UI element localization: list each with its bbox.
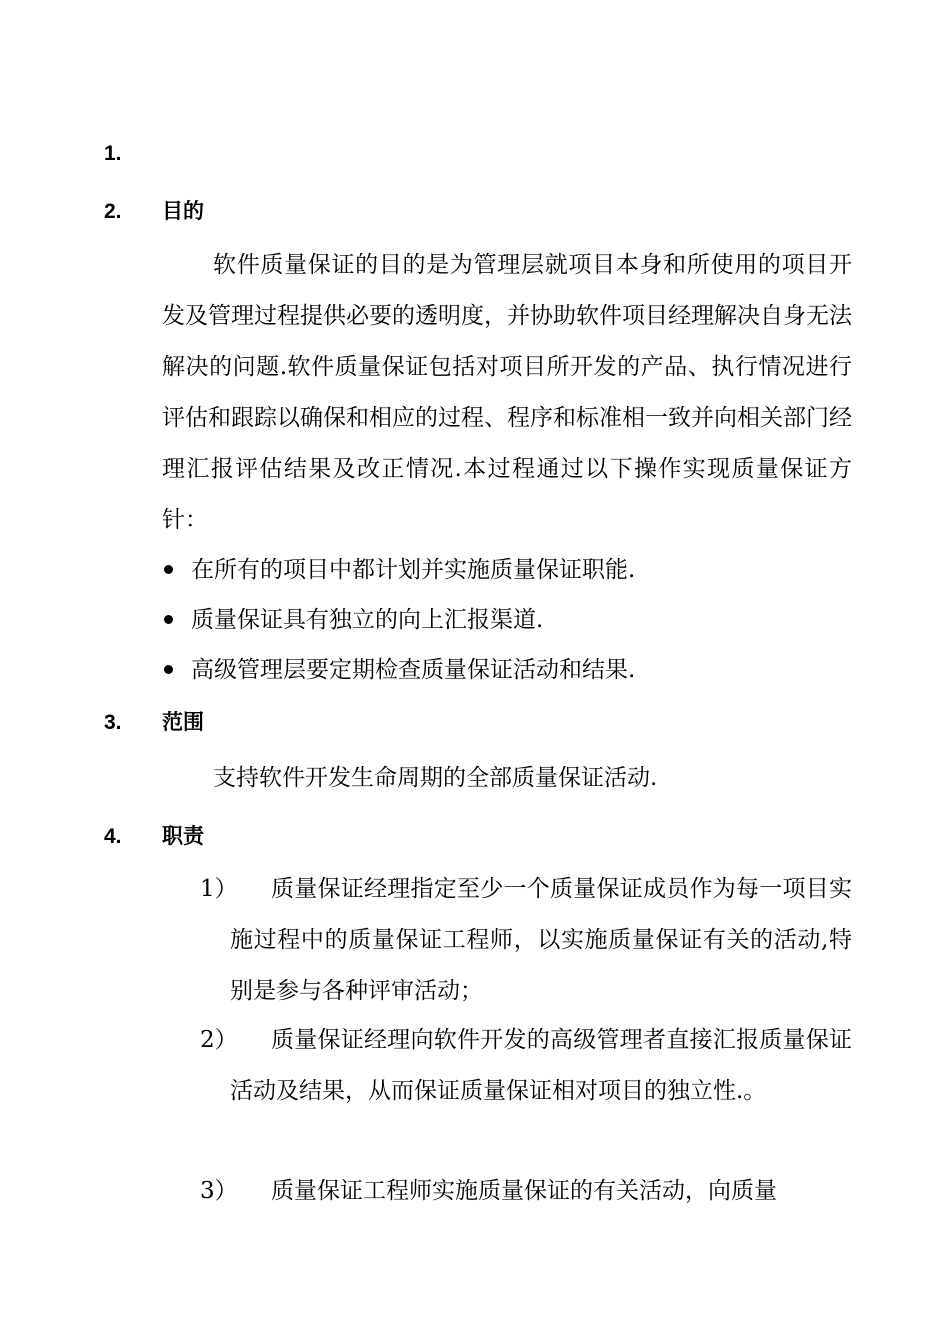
list-item: 在所有的项目中都计划并实施质量保证职能. [162, 545, 635, 595]
item-number: 3） [200, 1178, 238, 1204]
section-number: 4. [104, 825, 122, 848]
section-title: 目的 [162, 200, 204, 223]
item-number: 2） [200, 1027, 238, 1053]
section-title: 职责 [162, 825, 204, 848]
item-text: 质量保证经理指定至少一个质量保证成员作为每一项目实施过程中的质量保证工程师，以实施质量保证有关的活动,特别是参与各种评审活动； [230, 876, 852, 1004]
purpose-bullet-list [162, 545, 635, 695]
responsibility-item-1 [200, 864, 852, 1017]
item-number: 1） [200, 876, 238, 902]
section-heading-1 [104, 139, 162, 169]
item-text: 质量保证工程师实施质量保证的有关活动，向质量 [271, 1178, 777, 1204]
section-heading-2 [104, 197, 204, 227]
responsibility-item-3 [200, 1166, 852, 1217]
section-title: 范围 [162, 711, 204, 734]
purpose-paragraph: 软件质量保证的目的是为管理层就项目本身和所使用的项目开发及管理过程提供必要的透明度，并协助软件项目经理解决自身无法解决的问题.软件质量保证包括对项目所开发的产品、执行情况进行评估和跟踪以确保和相应的过程、程序和标准相一致并向相关部门经理汇报评估结果及改正情况.本过程通过以下操作实现质量保证方针： [162, 252, 852, 533]
section-number: 1. [104, 142, 122, 165]
scope-text: 支持软件开发生命周期的全部质量保证活动. [213, 765, 658, 791]
item-text: 质量保证经理向软件开发的高级管理者直接汇报质量保证活动及结果，从而保证质量保证相对项目的独立性.。 [230, 1027, 852, 1104]
responsibility-item-2 [200, 1015, 852, 1117]
section-number: 2. [104, 200, 122, 223]
section-heading-3 [104, 708, 204, 738]
bullet-icon [164, 565, 173, 574]
bullet-icon [164, 665, 173, 674]
list-item: 质量保证具有独立的向上汇报渠道. [162, 595, 635, 645]
list-item: 高级管理层要定期检查质量保证活动和结果. [162, 645, 635, 695]
section-number: 3. [104, 711, 122, 734]
bullet-icon [164, 615, 173, 624]
section-heading-4 [104, 822, 204, 852]
